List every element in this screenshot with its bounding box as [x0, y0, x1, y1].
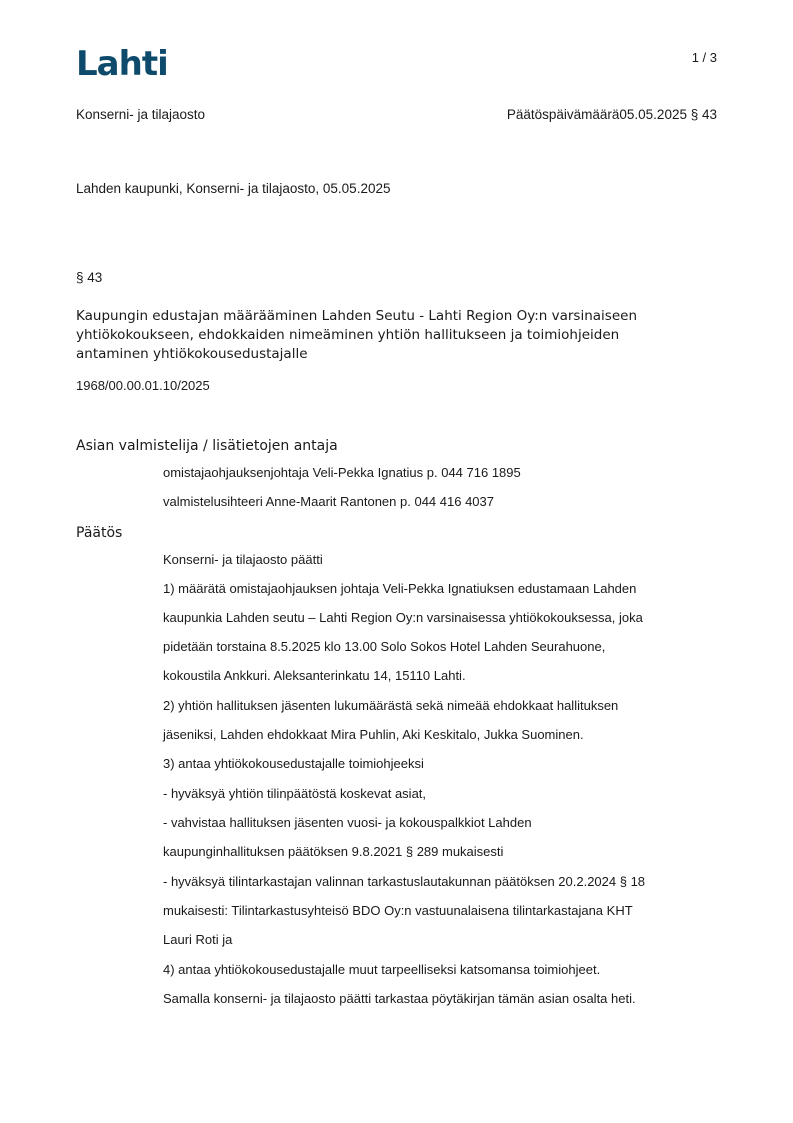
decision-heading: Päätös — [76, 525, 123, 541]
decision-line: 2) yhtiön hallituksen jäsenten lukumäärästä sekä nimeää ehdokkaat hallituksen — [163, 698, 619, 713]
decision-line: pidetään torstaina 8.5.2025 klo 13.00 Solo Sokos Hotel Lahden Seurahuone, — [163, 639, 606, 654]
decision-line: - hyväksyä yhtiön tilinpäätöstä koskevat asiat, — [163, 786, 427, 801]
title-line: Kaupungin edustajan määrääminen Lahden Seutu - Lahti Region Oy:n varsinaiseen — [76, 308, 638, 324]
decision-line: kokoustila Ankkuri. Aleksanterinkatu 14, 15110 Lahti. — [163, 668, 466, 683]
decision-date: Päätöspäivämäärä05.05.2025 § 43 — [506, 107, 717, 122]
organ-name: Konserni- ja tilajaosto — [76, 107, 206, 122]
title-line: yhtiökokoukseen, ehdokkaiden nimeäminen yhtiön hallitukseen ja toimiohjeiden — [76, 327, 620, 343]
preparer-heading: Asian valmistelija / lisätietojen antaja — [76, 438, 338, 454]
document-title — [76, 307, 696, 364]
decision-line: - hyväksyä tilintarkastajan valinnan tarkastuslautakunnan päätöksen 20.2.2024 § 18 — [163, 874, 646, 889]
decision-line: Lauri Roti ja — [163, 932, 233, 947]
decision-line: kaupunginhallituksen päätöksen 9.8.2021 § 289 mukaisesti — [163, 844, 504, 859]
decision-line: 4) antaa yhtiökokousedustajalle muut tarpeelliseksi katsomansa toimiohjeet. — [163, 962, 601, 977]
decision-line: jäseniksi, Lahden ehdokkaat Mira Puhlin, Aki Keskitalo, Jukka Suominen. — [163, 727, 584, 742]
decision-line: 1) määrätä omistajaohjauksen johtaja Veli-Pekka Ignatiuksen edustamaan Lahden — [163, 581, 637, 596]
section-number: § 43 — [76, 270, 103, 285]
preparer-line: valmistelusihteeri Anne-Maarit Rantonen p. 044 416 4037 — [163, 494, 494, 509]
preparer-line: omistajaohjauksenjohtaja Veli-Pekka Ignatius p. 044 716 1895 — [163, 465, 521, 480]
decision-line: kaupunkia Lahden seutu – Lahti Region Oy:n varsinaisessa yhtiökokouksessa, joka — [163, 610, 643, 625]
decision-line: Samalla konserni- ja tilajaosto päätti tarkastaa pöytäkirjan tämän asian osalta heti. — [163, 991, 636, 1006]
decision-line: mukaisesti: Tilintarkastusyhteisö BDO Oy:n vastuunalaisena tilintarkastajana KHT — [163, 903, 633, 918]
decision-line: - vahvistaa hallituksen jäsenten vuosi- ja kokouspalkkiot Lahden — [163, 815, 532, 830]
lahti-logo: Lahti — [76, 44, 168, 84]
decision-line: 3) antaa yhtiökokousedustajalle toimiohjeeksi — [163, 756, 424, 771]
diary-number: 1968/00.00.01.10/2025 — [76, 378, 210, 393]
meeting-line: Lahden kaupunki, Konserni- ja tilajaosto, 05.05.2025 — [76, 181, 391, 196]
page-number: 1 / 3 — [691, 50, 717, 65]
title-line: antaminen yhtiökokousedustajalle — [76, 346, 308, 362]
decision-line: Konserni- ja tilajaosto päätti — [163, 552, 323, 567]
